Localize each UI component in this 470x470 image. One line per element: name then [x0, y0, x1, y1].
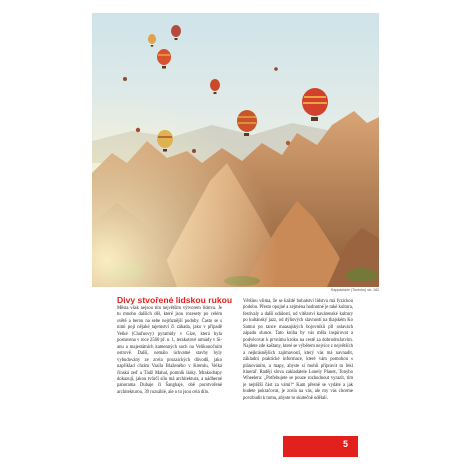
- cappadocia-balloons-photo: [92, 13, 379, 287]
- photo-caption: Kappadokie (Turecko) str. 182: [330, 288, 379, 292]
- section-heading: Divy stvořené lidskou rukou: [117, 295, 233, 305]
- text-column-right: [243, 299, 353, 402]
- text-column-left: [117, 306, 222, 396]
- body-paragraph: Většinu všima, že se každé bohatství lidstva má fyzickou podobu. Přesto opojné a zejména hodnotné je také kultura, festivaly a další události, od vítězství kavárenské kultury po kubánský jazz, od dýňových slavností na thajském Ko Samui po tance maasajských bojovníků při oslavách západu slunce. Tato kniha by vás měla inspirovat a podvěcovat k prvnímu kroku na cestě za dobrodružstvím. Najdete zde kaštany, které se výběrem nejvíce z největších a nejkrásnějších zajímavostí, který vás má navnadit, základní praktické informace, které vám pomohou s plánováním, a mapy, abyste si mohli připravit tu řekl itinerář. Raději slova zakladatele Lonely Planet, Tonyho Wheelera: „Potřebujete se pouze rozhodnout vyrazit, tím je nejtěžší část za vámi!“ Kam přesně se vydáte a jak budete pokračovat, je zcela na vás, ale my vás chceme povzbudit k tomu, abyste to skutečně udělali.: [243, 299, 353, 401]
- page-number: 5: [342, 439, 348, 449]
- page-number-badge: [283, 436, 358, 457]
- body-paragraph: Města však nejsou tím největším výtvorem lidstva. Je tu mnoho dalších děl, které jsou rozesety po celém světě a berou na sebe nejrůznější podoby. Často se s nimi pojí nějaké tajemství či záhada, jako v případě Velké (Chufuovy) pyramidy v Gíze, která byla postavena v roce 2560 př. n. l., terakotové armády v Si-anu a majestátních kamenných soch na Velikonočním ostrově. Další, nemálo úchvatné stavby byly vybudovány ze zcela prozaických důvodů, jako například chrám Vasila Blaženého v Kremlu, Velká čínská zeď a Tádž Mahal, pomník lásky. Mrakodrapy dokazují, jakou tvůrčí sílu má architektura, a nádherné panorama Dubaje či Šanghaje, obě porotvořené architekturou, 39 rozsáhlé, ale o to jsou celá dílo.: [117, 306, 222, 395]
